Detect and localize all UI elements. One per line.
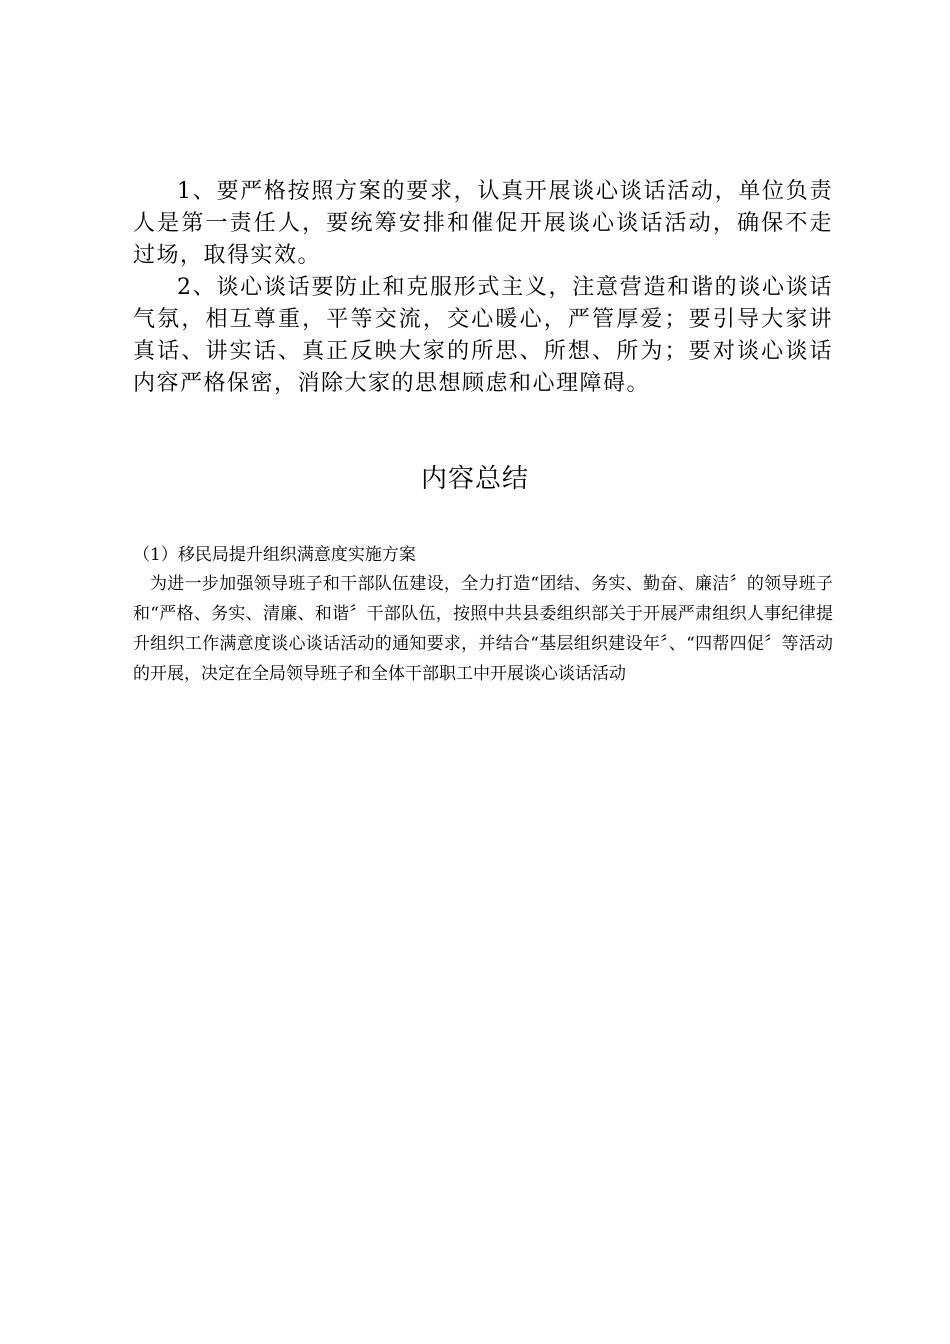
paragraph-1-block [133, 176, 833, 272]
summary-body: 为进一步加强领导班子和干部队伍建设，全力打造“团结、务实、勤奋、廉洁〞的领导班子和“严格、务实、清廉、和谐〞干部队伍，按照中共县委组织部关于开展严肃组织人事纪律提升组织工作满意度谈心谈话活动的通知要求，并结合“基层组织建设年〞、“四帮四促〞等活动的开展，决定在全局领导班子和全体干部职工中开展谈心谈话活动 [133, 574, 833, 684]
summary-heading: （1）移民局提升组织满意度实施方案 [133, 545, 416, 565]
paragraph-2-block [133, 272, 833, 400]
paragraph-1: 1、要严格按照方案的要求，认真开展谈心谈话活动，单位负责人是第一责任人，要统筹安排和催促开展谈心谈话活动，确保不走过场，取得实效。 [133, 179, 833, 268]
summary-body-block [133, 569, 833, 689]
section-title: 内容总结 [420, 464, 529, 494]
paragraph-2: 2、谈心谈话要防止和克服形式主义，注意营造和谐的谈心谈话气氛，相互尊重，平等交流，交心暖心，严管厚爱；要引导大家讲真话、讲实话、真正反映大家的所思、所想、所为；要对谈心谈话内容严格保密，消除大家的思想顾虑和心理障碍。 [133, 275, 833, 396]
